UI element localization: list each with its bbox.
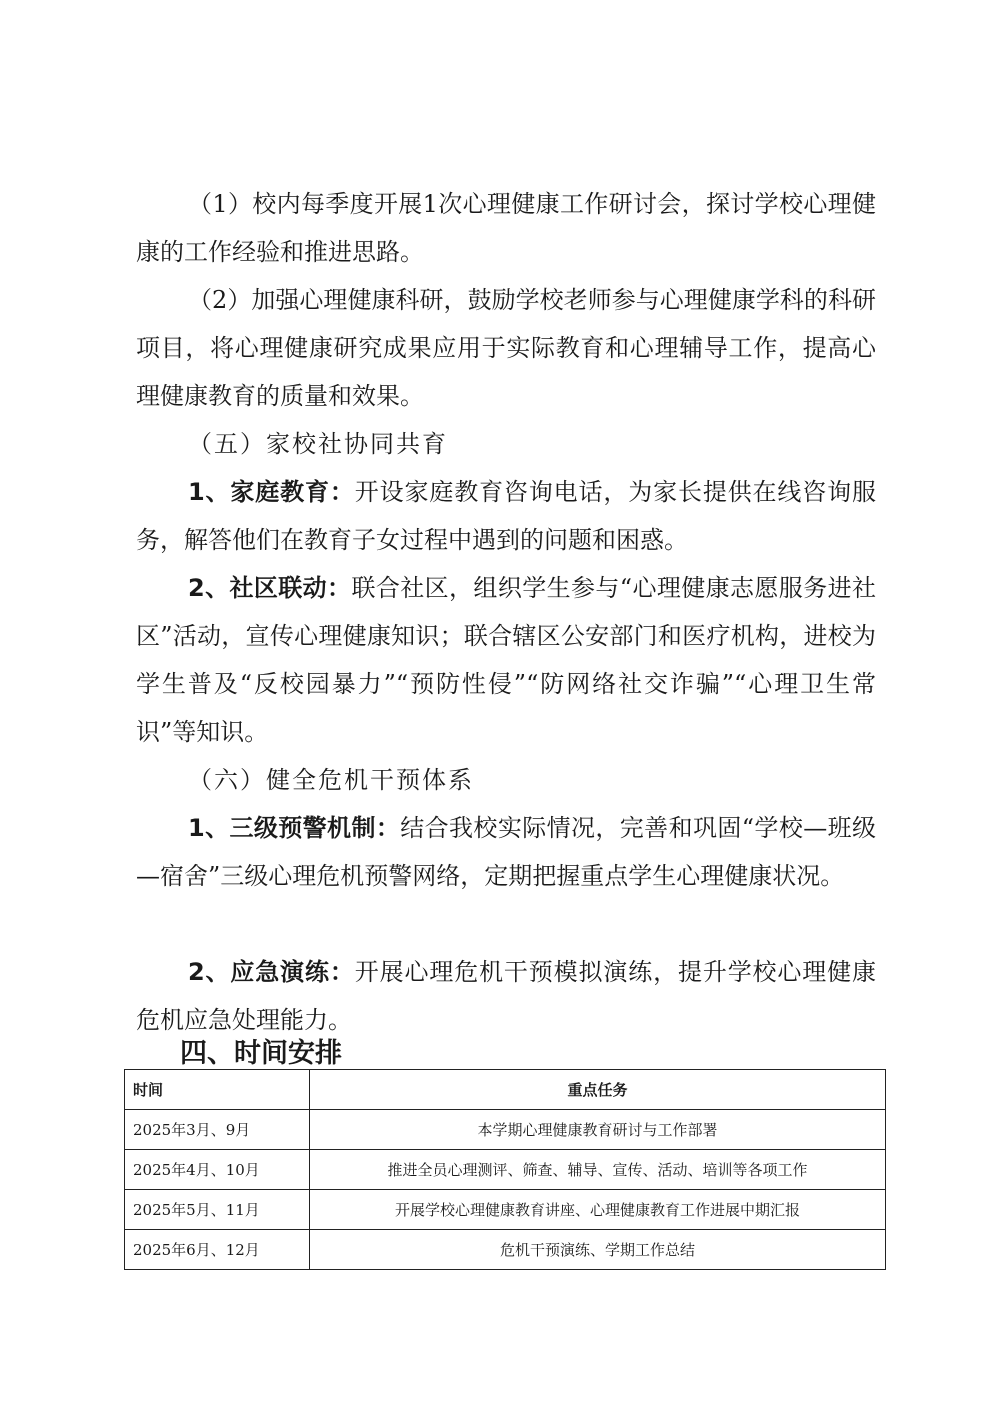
warning-text: 结合我校实际情况，完善和巩固“学校—班级—宿舍”三级心理危机预警网络，定期把握重点学生心理健康状况。 [136,814,876,890]
paragraph-drill [136,948,876,1044]
cell-task: 本学期心理健康教育研讨与工作部署 [310,1110,886,1150]
cell-task: 危机干预演练、学期工作总结 [310,1230,886,1270]
table-row [125,1190,886,1230]
family-education-label: 1、家庭教育： [188,478,355,506]
community-text: 联合社区，组织学生参与“心理健康志愿服务进社区”活动，宣传心理健康知识；联合辖区公安部门和医疗机构，进校为学生普及“反校园暴力”“预防性侵”“防网络社交诈骗”“心理卫生常识”等知识。 [136,574,876,746]
community-label: 2、社区联动： [188,574,352,602]
drill-text: 开展心理危机干预模拟演练，提升学校心理健康危机应急处理能力。 [136,958,877,1034]
cell-time: 2025年4月、10月 [125,1150,310,1190]
table-header-row [125,1070,886,1110]
paragraph-seminar: （1）校内每季度开展1次心理健康工作研讨会，探讨学校心理健康的工作经验和推进思路。 [136,190,876,266]
cell-time: 2025年5月、11月 [125,1190,310,1230]
schedule-table [124,1069,886,1270]
drill-label: 2、应急演练： [188,958,355,986]
heading-schedule: 四、时间安排 [180,1038,342,1069]
paragraph-research: （2）加强心理健康科研，鼓励学校老师参与心理健康学科的科研项目，将心理健康研究成果应用于实际教育和心理辅导工作，提高心理健康教育的质量和效果。 [136,286,876,410]
cell-time: 2025年6月、12月 [125,1230,310,1270]
column-header-time: 时间 [125,1070,310,1110]
family-education-text: 开设家庭教育咨询电话，为家长提供在线咨询服务，解答他们在教育子女过程中遇到的问题和困惑。 [136,478,877,554]
table-row [125,1110,886,1150]
warning-label: 1、三级预警机制： [188,814,401,842]
section-heading-six: （六）健全危机干预体系 [188,766,474,794]
paragraph-warning [136,804,876,900]
cell-time: 2025年3月、9月 [125,1110,310,1150]
paragraph-community [136,564,876,756]
cell-task: 推进全员心理测评、筛查、辅导、宣传、活动、培训等各项工作 [310,1150,886,1190]
section-heading-five: （五）家校社协同共育 [188,430,448,458]
table-row [125,1150,886,1190]
column-header-task: 重点任务 [310,1070,886,1110]
paragraph-family-education [136,468,876,564]
cell-task: 开展学校心理健康教育讲座、心理健康教育工作进展中期汇报 [310,1190,886,1230]
table-row [125,1230,886,1270]
